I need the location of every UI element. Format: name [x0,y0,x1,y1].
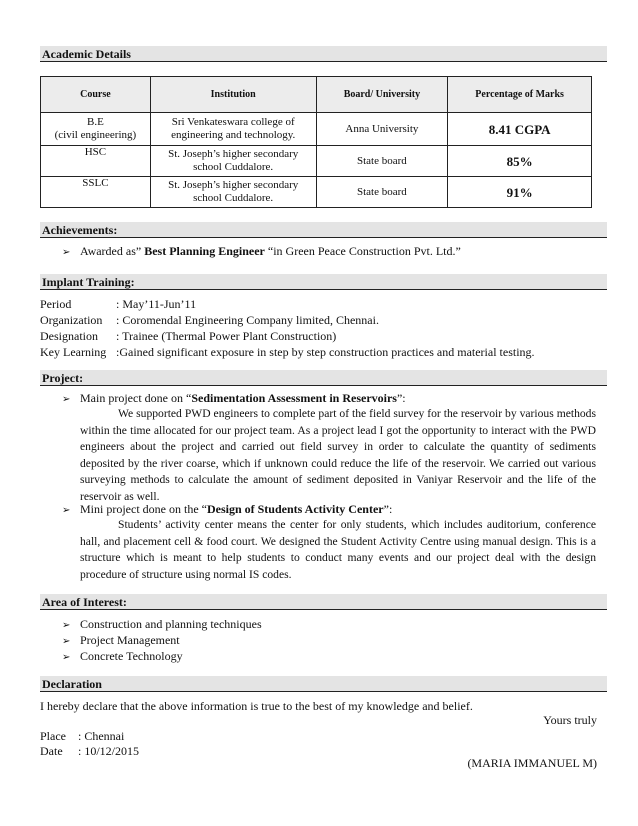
area-of-interest-heading: Area of Interest: [40,594,607,610]
academic-details-heading: Academic Details [40,46,607,62]
signature-name: (MARIA IMMANUEL M) [467,756,597,770]
institution-cell: St. Joseph’s higher secondary school Cuddalore. [150,177,316,208]
academic-table [40,76,592,208]
col-marks: Percentage of Marks [448,77,592,113]
implant-row: Key Learning :Gained significant exposure in step by step construction practices and material testing. [40,345,535,359]
marks-cell: 8.41 CGPA [448,113,592,146]
list-item: ➢ Awarded as” Best Planning Engineer “in Green Peace Construction Pvt. Ltd.” [62,244,461,258]
place-row: Place : Chennai [40,729,125,743]
declaration-text: I hereby declare that the above information is true to the best of my knowledge and belief. [40,699,473,713]
declaration-heading: Declaration [40,676,607,692]
project-description: Students’ activity center means the center for only students, which includes auditorium, conference hall, and placement cell & food court. We designed the Student Activity Centre using manual design. This is a structure which is meant to help students to conduct many events and our project deal with the design procedure of structure using normal IS codes. [80,518,596,581]
table-row [41,146,592,177]
col-course: Course [41,77,151,113]
list-item: ➢ Project Management [62,633,180,647]
arrow-bullet-icon: ➢ [62,652,71,663]
arrow-bullet-icon: ➢ [62,505,71,516]
implant-row: Designation : Trainee (Thermal Power Plant Construction) [40,329,337,343]
institution-cell: St. Joseph’s higher secondary school Cuddalore. [150,146,316,177]
list-item: ➢ Construction and planning techniques [62,617,262,631]
col-institution: Institution [150,77,316,113]
board-cell: Anna University [316,113,448,146]
course-cell: SSLC [41,177,151,208]
yours-truly: Yours truly [543,713,597,727]
course-cell: HSC [41,146,151,177]
table-row [41,113,592,146]
list-item: ➢ Main project done on “Sedimentation Assessment in Reservoirs”: [62,391,406,405]
board-cell: State board [316,146,448,177]
table-header-row [41,77,592,113]
marks-cell: 91% [448,177,592,208]
arrow-bullet-icon: ➢ [62,620,71,631]
implant-training-heading: Implant Training: [40,274,607,290]
implant-row: Period : May’11-Jun’11 [40,297,197,311]
arrow-bullet-icon: ➢ [62,247,71,258]
institution-cell: Sri Venkateswara college of engineering and technology. [150,113,316,146]
date-row: Date : 10/12/2015 [40,744,140,758]
board-cell: State board [316,177,448,208]
achievements-heading: Achievements: [40,222,607,238]
arrow-bullet-icon: ➢ [62,394,71,405]
col-board: Board/ University [316,77,448,113]
list-item: ➢ Concrete Technology [62,649,183,663]
list-item: ➢ Mini project done on the “Design of Students Activity Center”: [62,502,393,516]
arrow-bullet-icon: ➢ [62,636,71,647]
course-cell: B.E (civil engineering) [41,113,151,146]
project-heading: Project: [40,370,607,386]
marks-cell: 85% [448,146,592,177]
project-description: We supported PWD engineers to complete part of the field survey for the reservoir by various methods within the time allocated for our project team. As a project lead I got the opportunity to interact with the PWD engineers about the project and carried out field survey in order to calculate the quantity of sediments deposited by the river coarse, which if unknown could reduce the life of the reservoir. We carried out various surveying methods to calculate the amount of sediment deposited in Vaniyar Reservoir and the life of the reservoir as well. [80,407,596,503]
table-row [41,177,592,208]
implant-row: Organization : Coromendal Engineering Company limited, Chennai. [40,313,379,327]
